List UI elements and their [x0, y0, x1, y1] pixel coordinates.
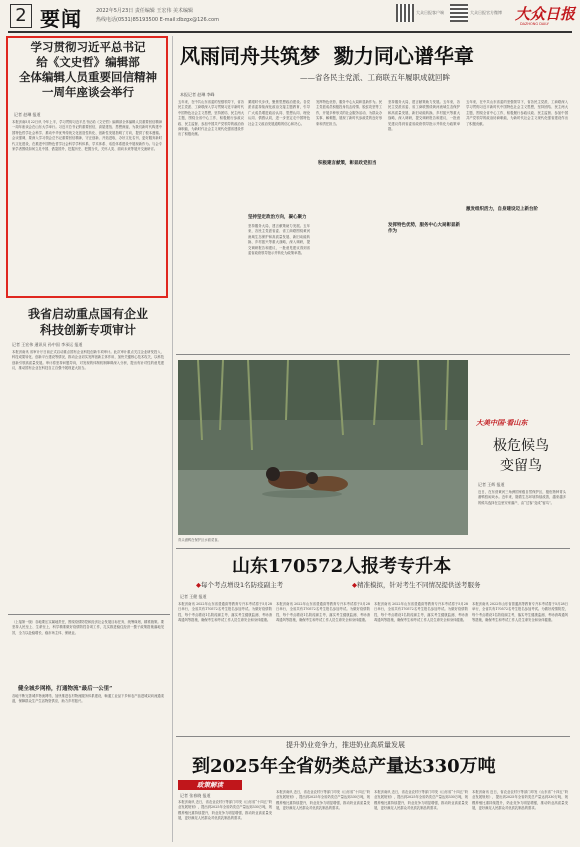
- qr-label-1: 大众日报客户端: [416, 10, 444, 15]
- story-2-byline: 记者 王宏伟 通讯员 孙中国 李承运 报道: [12, 342, 83, 347]
- bullet-icon: ◆: [196, 581, 201, 589]
- story-5-byline: 记者 张春晓 报道: [180, 793, 211, 798]
- newspaper-logo-sub: DAZHONG DAILY: [520, 22, 549, 26]
- section-title: 要闻: [40, 7, 82, 31]
- feature-body: 近日，在东营黄河三角洲国家级自然保护区，极危物种青头潜鸭悠闲戏水。近年来，随着生态环境持续改善，越来越多的候鸟选择在这里安家落户，由“过客”变成“留鸟”。: [478, 490, 566, 505]
- lead-col-1: 五年来，在中共山东省委的坚强领导下，省各民主党派、工商联深入学习贯彻习近平新时代中国特色社会主义思想，坚持团结、民主两大主题，围绕全省中心工作，积极履行参政议政、民主监督、参加中国共产党领导的政治协商职能，为新时代社会主义现代化强省建设作出了积极贡献。: [178, 100, 244, 137]
- story-2-title-line: 科技创新专项审计: [39, 323, 136, 337]
- qr-label-2: 大众日报官方微博: [470, 10, 502, 15]
- story-3-body-2: 各地不断完善城乡物流网络，加快推进农村物流服务体系建设，畅通工业品下乡和农产品进城双向流通渠道，保障群众生产生活物资供应，助力乡村振兴。: [12, 694, 164, 704]
- page-number: 2: [10, 4, 32, 28]
- lead-subhead: ——省各民主党派、工商联五年履职成就回眸: [300, 73, 450, 82]
- story-1-title-line: 学习贯彻习近平总书记: [30, 40, 146, 54]
- story-2-title-line: 我省启动重点国有企业: [27, 307, 148, 321]
- bird-photo-graphic: [178, 360, 468, 535]
- story-4-col-2: 本报济南讯 2022年山东省普通高等教育专升本考试将于5月28日举行，全省共有170572名考生报名参加考试。为做好疫情防控，每个考点增设1名防疫副主考，落实考生健康监测、考场消毒通风等措施，确保考生和考试工作人员生命安全和身体健康。: [276, 602, 370, 623]
- lead-col-2b: 坚持服务大局，建言献策助力发展。五年来，各民主党派省委、省工商联围绕黄河流域生态保护和高质量发展、新旧动能转换、乡村振兴等重大战略，深入调研，提交调研报告和建议，一批意见建议得到省委省政府领导批示并转化为政策举措。: [248, 224, 310, 256]
- lead-headline: 风雨同舟共筑梦 勠力同心谱华章: [180, 44, 474, 68]
- lead-byline: 本报记者 赵琳 李峰: [180, 92, 215, 97]
- qr-code-1: [396, 4, 414, 22]
- story-1-byline: 记者 赵琳 报道: [14, 112, 41, 117]
- story-4-bullet-2: [352, 580, 481, 589]
- story-5-col-4: 本报济南讯 近日，省农业农村厅等部门印发《山东省“十四五”奶业发展规划》，提出到2025年全省奶类总产量达到330万吨，规模养殖比重持续提升，奶业竞争力明显增强，推动奶业高质量发展，更好满足人民群众对优质乳制品的需求。: [472, 790, 568, 811]
- divider: [176, 548, 570, 549]
- story-1-title-line: 给《文史哲》编辑部: [36, 55, 140, 69]
- feature-title-line: 极危候鸟: [493, 438, 549, 454]
- story-4-byline: 记者 王健 报道: [180, 594, 207, 599]
- story-1-headline: [12, 40, 164, 100]
- photo-caption: 青头潜鸭在保护区水面觅食。: [178, 538, 221, 542]
- bullet-text: 每个考点增设1名防疫副主考: [201, 581, 284, 589]
- lead-subhead-1: 坚持坚定政治方向，凝心聚力: [248, 215, 307, 220]
- story-4-col-4: 本报济南讯 2022年山东省普通高等教育专升本考试将于5月28日举行，全省共有170572名考生报名参加考试。为做好疫情防控，每个考点增设1名防疫副主考，落实考生健康监测、考场消毒通风等措施，确保考生和考试工作人员生命安全和身体健康。: [472, 602, 568, 623]
- qr-code-2: [450, 4, 468, 22]
- lead-subhead-4: 激发组织活力，自身建设迈上新台阶: [466, 207, 538, 212]
- masthead-meta: 2022年5月23日 责任编辑 王宏伟 美术编辑: [96, 8, 194, 14]
- story-4-col-1: 本报济南讯 2022年山东省普通高等教育专升本考试将于5月28日举行，全省共有170572名考生报名参加考试。为做好疫情防控，每个考点增设1名防疫副主考，落实考生健康监测、考场消毒通风等措施，确保考生和考试工作人员生命安全和身体健康。: [178, 602, 272, 623]
- lead-col-2: 紧跟时代步伐，聚焦思想政治建设。各党派省委持续深化政治交接主题教育，引导广大成员增进政治认同、思想认同、理论认同、情感认同，进一步坚定走中国特色社会主义政治发展道路的信心和决心。: [248, 100, 310, 126]
- masthead-meta-2: 热线电话(0531)85193500 E-mail:dbzgx@126.com: [96, 17, 219, 23]
- lead-col-5: 五年来，在中共山东省委的坚强领导下，省各民主党派、工商联深入学习贯彻习近平新时代中国特色社会主义思想，坚持团结、民主两大主题，围绕全省中心工作，积极履行参政议政、民主监督、参加中国共产党领导的政治协商职能，为新时代社会主义现代化强省建设作出了积极贡献。: [466, 100, 568, 126]
- feature-title-line: 变留鸟: [500, 458, 542, 474]
- bullet-icon: ◆: [352, 581, 357, 589]
- story-2-headline: [12, 306, 164, 338]
- masthead: [0, 0, 580, 32]
- newspaper-logo: 大众日报: [515, 5, 576, 23]
- story-1-title-line: 全体编辑人员重要回信精神: [19, 70, 157, 84]
- lead-col-3: 发挥特色优势，服务中心大局彰显新作为。民主党派成员积极投身抗击疫情、脱贫攻坚等工作，开展多种形式的社会服务活动，为群众办实事、解难题，展现了新时代参政党的良好形象和责任担当。: [316, 100, 382, 126]
- bullet-text: 精准模拟，针对考生不同情况提供送考服务: [357, 581, 481, 589]
- policy-tag: [178, 780, 242, 790]
- story-5-kicker: 提升奶业竞争力，推进奶业高质量发展: [286, 741, 405, 749]
- story-5-headline: 到2025年全省奶类总产量达330万吨: [192, 756, 496, 777]
- lead-subhead-3: 发挥特色优势，服务中心大局彰显新作为: [388, 223, 460, 234]
- divider: [176, 736, 570, 737]
- divider: [176, 354, 570, 355]
- masthead-rule: [8, 31, 572, 33]
- feature-byline: 记者 王辉 报道: [478, 482, 505, 487]
- story-1-title-line: 一周年座谈会举行: [42, 85, 134, 99]
- story-4-col-3: 本报济南讯 2022年山东省普通高等教育专升本考试将于5月28日举行，全省共有170572名考生报名参加考试。为做好疫情防控，每个考点增设1名防疫副主考，落实考生健康监测、考场消毒通风等措施，确保考生和考试工作人员生命安全和身体健康。: [374, 602, 468, 623]
- policy-tag-label: 政策解读: [197, 781, 223, 789]
- story-3-subhead: 健全城乡网格，打通物流“最后一公里”: [18, 686, 113, 692]
- story-5-col-1: 本报济南讯 近日，省农业农村厅等部门印发《山东省“十四五”奶业发展规划》，提出到2025年全省奶类总产量达到330万吨，规模养殖比重持续提升，奶业竞争力明显增强，推动奶业高质量发展，更好满足人民群众对优质乳制品的需求。: [178, 800, 272, 821]
- bird-photo: [178, 360, 468, 535]
- story-5-col-2: 本报济南讯 近日，省农业农村厅等部门印发《山东省“十四五”奶业发展规划》，提出到2025年全省奶类总产量达到330万吨，规模养殖比重持续提升，奶业竞争力明显增强，推动奶业高质量发展，更好满足人民群众对优质乳制品的需求。: [276, 790, 370, 811]
- feature-tag: 大美中国·看山东: [476, 418, 528, 427]
- story-5-col-3: 本报济南讯 近日，省农业农村厅等部门印发《山东省“十四五”奶业发展规划》，提出到2025年全省奶类总产量达到330万吨，规模养殖比重持续提升，奶业竞争力明显增强，推动奶业高质量发展，更好满足人民群众对优质乳制品的需求。: [374, 790, 468, 811]
- story-3-body: （上接第一版）各地要压实属地责任，围绕疫情防控和经济社会发展目标任务，统筹谋划，精准施策。要坚持人民至上、生命至上，科学精准做好疫情防控各项工作，扎实推进稳住经济一揽子政策措施落地见效，全力以赴稳增长、稳市场主体、保就业。: [12, 620, 164, 635]
- story-4-bullet-1: [196, 580, 283, 589]
- divider: [8, 614, 170, 615]
- feature-title: [476, 436, 566, 476]
- column-divider: [172, 36, 173, 842]
- story-2-body: 本报济南讯 省审计厅日前正式启动重点国有企业科技创新专项审计。此次审计重点关注企业研发投入、科技成果转化、创新平台建设等情况，推动企业切实发挥创新主体作用，加快关键核心技术攻关，以科技创新引领高质量发展。审计将坚持问题导向，对发现的体制机制障碍深入分析，提出有针对性的意见建议，推动国有企业在科技自立自强中展现更大担当。: [12, 350, 164, 371]
- lead-subhead-2: 积极建言献策，彰显政党担当: [318, 161, 377, 166]
- lead-col-4: 坚持服务大局，建言献策助力发展。五年来，各民主党派省委、省工商联围绕黄河流域生态保护和高质量发展、新旧动能转换、乡村振兴等重大战略，深入调研，提交调研报告和建议，一批意见建议得到省委省政府领导批示并转化为政策举措。: [388, 100, 460, 132]
- story-1-body: 本报济南5月22日讯 今年上半，学习贯彻习近平总书记给《文史哲》编辑部全体编辑人员重要回信精神一周年座谈会在山东大学举行。习近平总书记的重要回信，高屋建瓴、思想深邃，为我们新时代构建中国特色哲学社会科学、推动中华优秀传统文化创造性转化、创新性发展指明了方向，提供了根本遵循。会议强调，要深入学习领会总书记重要回信精神，守正创新、开拓进取，办好文化名刊，更好服务新时代文化建设，在推进中国特色哲学社会科学学科体系、学术体系、话语体系建设中展现新作为。与会专家学者围绕如何立足中国、借鉴国外，挖掘历史、把握当代，关怀人类、面向未来等展开交流研讨。: [12, 120, 162, 152]
- story-4-headline: 山东170572人报考专升本: [232, 556, 452, 577]
